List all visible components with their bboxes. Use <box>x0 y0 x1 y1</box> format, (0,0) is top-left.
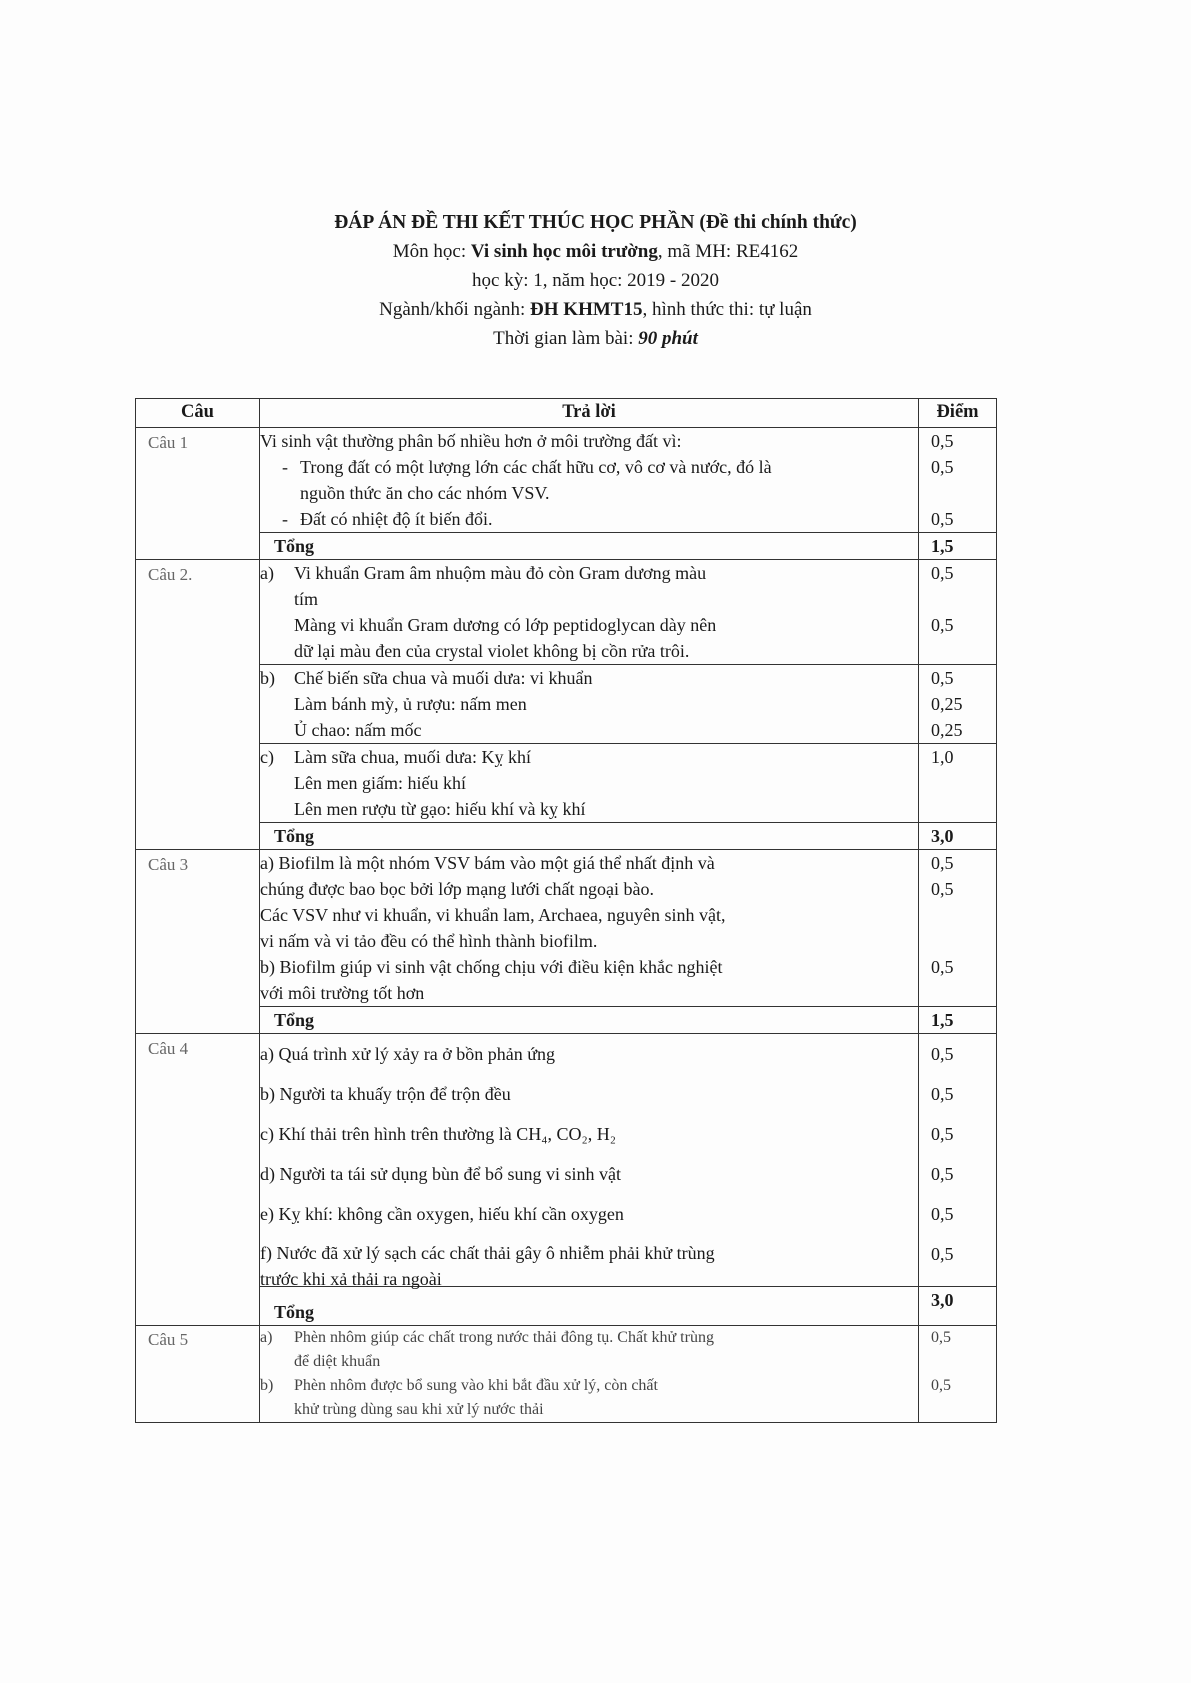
subject-line <box>0 237 1191 266</box>
points-cell: 0,5 0,5 0,5 <box>919 850 997 1007</box>
table-row <box>136 1034 997 1287</box>
subject-name: Vi sinh học môi trường <box>470 241 658 262</box>
question-label: Câu 4 <box>136 1034 260 1326</box>
points-cell: 0,5 0,5 0,5 0,5 0,5 0,5 <box>919 1034 997 1287</box>
total-label: Tổng <box>260 823 919 850</box>
points-cell: 1,0 <box>919 744 997 823</box>
total-points: 1,5 <box>919 533 997 560</box>
time-prefix: Thời gian làm bài: <box>493 328 639 349</box>
table-row <box>136 560 997 665</box>
total-points: 3,0 <box>919 1287 997 1326</box>
table-row <box>136 744 997 823</box>
answer-cell: b) Chế biến sữa chua và muối dưa: vi khuẩn Làm bánh mỳ, ủ rượu: nấm men Ủ chao: nấm mốc <box>260 665 919 744</box>
table-row <box>136 665 997 744</box>
points-cell: 0,5 0,5 0,5 <box>919 428 997 533</box>
total-points: 1,5 <box>919 1007 997 1034</box>
table-row <box>136 428 997 533</box>
q1-item1: - Trong đất có một lượng lớn các chất hữu cơ, vô cơ và nước, đó là <box>282 457 772 477</box>
answer-cell: a) Phèn nhôm giúp các chất trong nước thải đông tụ. Chất khử trùng để diệt khuẩn b) Phèn nhôm được bổ sung vào khi bắt đầu xử lý, còn chất khử trùng dùng sau khi xử lý nước thải <box>260 1326 919 1423</box>
total-row <box>136 1007 997 1034</box>
major-line <box>0 295 1191 324</box>
time-line <box>0 324 1191 353</box>
q1-item1-cont: nguồn thức ăn cho các nhóm VSV. <box>300 483 550 503</box>
document-title: ĐÁP ÁN ĐỀ THI KẾT THÚC HỌC PHẦN (Đề thi chính thức) <box>334 212 857 233</box>
major-suffix: , hình thức thi: tự luận <box>642 299 812 320</box>
col-answer-header: Trả lời <box>260 399 919 428</box>
question-label: Câu 2. <box>136 560 260 850</box>
answer-table <box>135 398 997 1423</box>
total-points: 3,0 <box>919 823 997 850</box>
subject-code: , mã MH: RE4162 <box>657 241 799 262</box>
answer-cell: a) Vi khuẩn Gram âm nhuộm màu đỏ còn Gram dương màu tím Màng vi khuẩn Gram dương có lớp peptidoglycan dày nên dữ lại màu đen của crystal violet không bị cồn rửa trôi. <box>260 560 919 665</box>
major-prefix: Ngành/khối ngành: <box>379 299 531 320</box>
q1-intro: Vi sinh vật thường phân bố nhiều hơn ở môi trường đất vì: <box>260 431 682 451</box>
answer-cell: a) Biofilm là một nhóm VSV bám vào một giá thể nhất định và chúng được bao bọc bởi lớp mạng lưới chất ngoại bào. Các VSV như vi khuẩn, vi khuẩn lam, Archaea, nguyên sinh vật, vi nấm và vi tảo đều có thể hình thành biofilm. b) Biofilm giúp vi sinh vật chống chịu với điều kiện khắc nghiệt với môi trường tốt hơn <box>260 850 919 1007</box>
total-label: Tổng <box>260 1287 919 1326</box>
answer-cell: c) Làm sữa chua, muối dưa: Kỵ khí Lên men giấm: hiếu khí Lên men rượu từ gạo: hiếu khí và kỵ khí <box>260 744 919 823</box>
points-cell: 0,5 0,5 <box>919 1326 997 1423</box>
major-name: ĐH KHMT15 <box>530 299 643 320</box>
document-header <box>0 208 1191 353</box>
question-label: Câu 1 <box>136 428 260 560</box>
question-label: Câu 3 <box>136 850 260 1034</box>
total-label: Tổng <box>260 533 919 560</box>
total-row <box>136 1287 997 1326</box>
subject-prefix: Môn học: <box>392 241 471 262</box>
question-label: Câu 5 <box>136 1326 260 1423</box>
total-label: Tổng <box>260 1007 919 1034</box>
points-cell: 0,5 0,25 0,25 <box>919 665 997 744</box>
semester-line: học kỳ: 1, năm học: 2019 - 2020 <box>472 270 719 291</box>
col-points-header: Điểm <box>919 399 997 428</box>
table-row <box>136 850 997 1007</box>
total-row <box>136 823 997 850</box>
points-cell: 0,5 0,5 <box>919 560 997 665</box>
q1-item2: - Đất có nhiệt độ ít biến đổi. <box>282 509 493 529</box>
time-value: 90 phút <box>638 328 698 349</box>
col-question-header: Câu <box>136 399 260 428</box>
answer-cell: a) Quá trình xử lý xảy ra ở bồn phản ứng b) Người ta khuấy trộn để trộn đều c) Khí thải trên hình trên thường là CH₄, CO₂, H₂ d) Người ta tái sử dụng bùn để bổ sung vi sinh vật e) Kỵ khí: không cần oxygen, hiếu khí cần oxygen f) Nước đã xử lý sạch các chất thải gây ô nhiễm phải khử trùng trước khi xả thải ra ngoài <box>260 1034 919 1287</box>
total-row <box>136 533 997 560</box>
table-row <box>136 1326 997 1423</box>
answer-cell <box>260 428 919 533</box>
table-header-row <box>136 399 997 428</box>
